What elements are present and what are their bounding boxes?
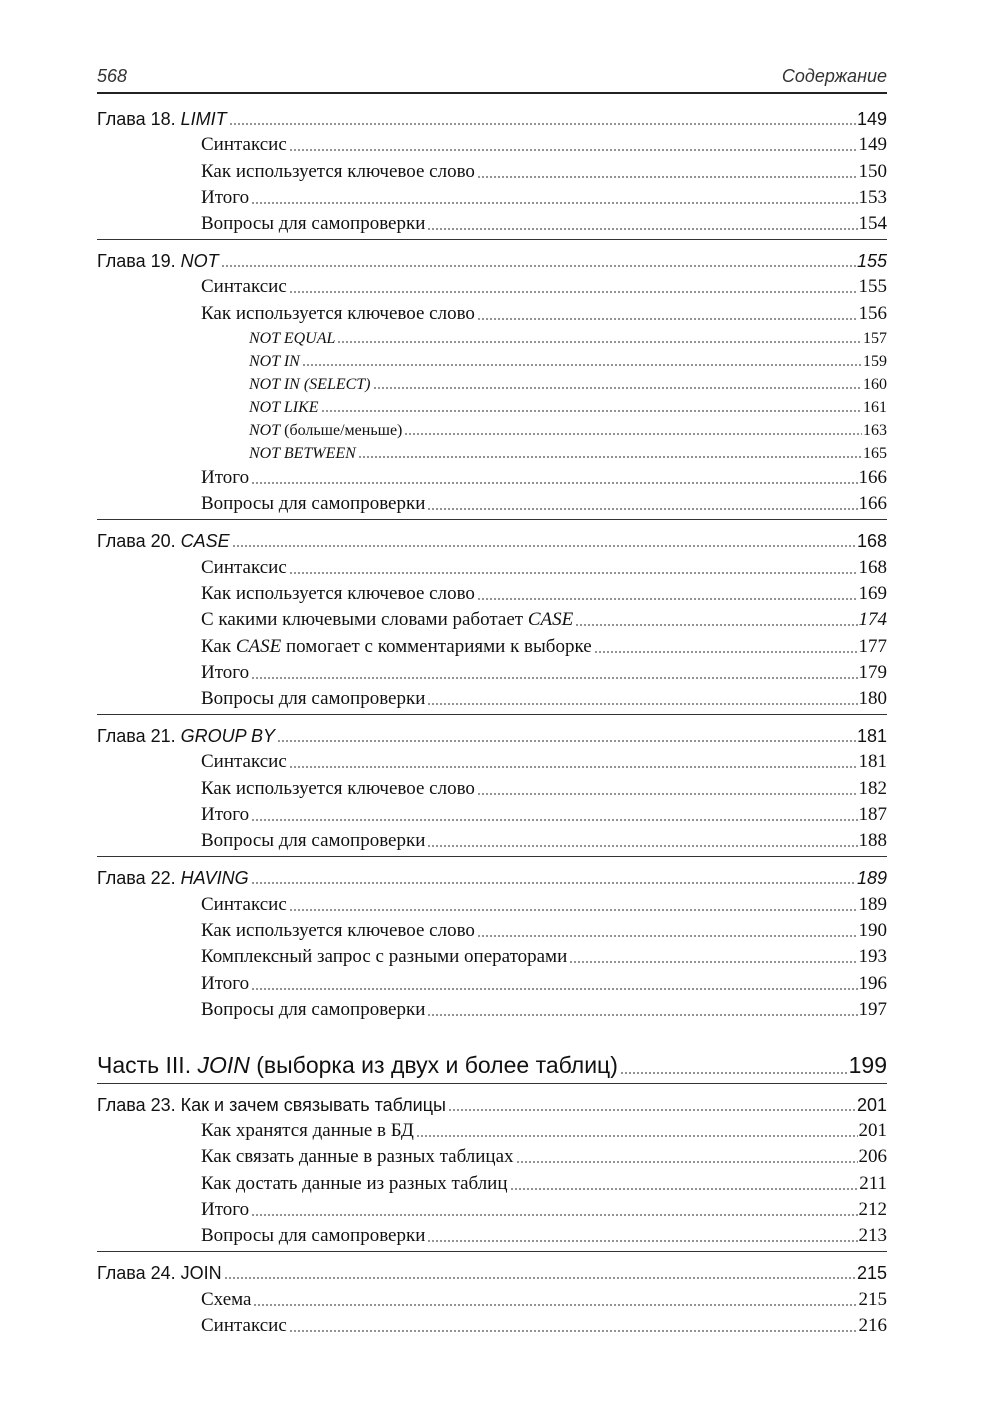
section-title: Как связать данные в разных таблицах bbox=[201, 1146, 514, 1168]
divider bbox=[97, 1083, 887, 1084]
section-title: Как используется ключевое слово bbox=[201, 302, 475, 324]
section-title: Вопросы для самопроверки bbox=[201, 493, 426, 515]
page-ref: 188 bbox=[858, 830, 887, 852]
page-ref: 201 bbox=[858, 1120, 887, 1142]
divider bbox=[97, 519, 887, 520]
toc-section[interactable] bbox=[97, 1195, 887, 1221]
section-title: Вопросы для самопроверки bbox=[201, 688, 426, 710]
chapter-label: Глава 18. bbox=[97, 109, 181, 129]
page-ref: 159 bbox=[863, 352, 887, 370]
page-ref: 216 bbox=[858, 1314, 887, 1336]
page-ref: 157 bbox=[863, 329, 887, 347]
section-title: Схема bbox=[201, 1288, 252, 1310]
page-ref: 196 bbox=[858, 972, 887, 994]
toc-subsection[interactable] bbox=[97, 417, 887, 440]
toc-section[interactable] bbox=[97, 1142, 887, 1168]
section-title: Итого bbox=[201, 661, 250, 683]
chapter-label: Глава 22. bbox=[97, 868, 181, 889]
subsection-title: NOT BETWEEN bbox=[249, 444, 356, 462]
section-title: Как хранятся данные в БД bbox=[201, 1120, 414, 1142]
chapter-title: HAVING bbox=[180, 868, 249, 889]
section-title: Как используется ключевое слово bbox=[201, 919, 475, 941]
part-keyword: JOIN bbox=[197, 1051, 250, 1078]
page-ref: 155 bbox=[858, 276, 887, 298]
section-title: Вопросы для самопроверки bbox=[201, 1225, 426, 1247]
section-title: Синтаксис bbox=[201, 751, 287, 773]
toc-subsection[interactable] bbox=[97, 394, 887, 417]
page-ref: 199 bbox=[848, 1051, 887, 1078]
toc-section[interactable] bbox=[97, 995, 887, 1021]
page-ref: 182 bbox=[858, 777, 887, 799]
page-ref: 190 bbox=[858, 919, 887, 941]
page-header bbox=[97, 64, 887, 94]
section-title-rest: помогает с комментариями к выборке bbox=[281, 635, 592, 657]
toc-section[interactable] bbox=[97, 684, 887, 710]
section-title: Синтаксис bbox=[201, 134, 287, 156]
toc-section[interactable] bbox=[97, 773, 887, 799]
section-title: Вопросы для самопроверки bbox=[201, 998, 426, 1020]
chapter-title: CASE bbox=[180, 531, 230, 552]
toc-chapter-18[interactable] bbox=[97, 102, 887, 130]
subsection-keyword: NOT bbox=[249, 421, 281, 439]
section-title: Синтаксис bbox=[201, 893, 287, 915]
page-ref: 215 bbox=[856, 1263, 887, 1284]
divider bbox=[97, 856, 887, 857]
page-ref: 154 bbox=[858, 213, 887, 235]
subsection-title: NOT IN (SELECT) bbox=[249, 375, 371, 393]
page-ref: 165 bbox=[863, 444, 887, 462]
section-title: Комплексный запрос с разными операторами bbox=[201, 946, 568, 968]
toc-section[interactable] bbox=[97, 463, 887, 489]
toc-section[interactable] bbox=[97, 826, 887, 852]
toc-section[interactable] bbox=[97, 489, 887, 515]
page-ref: 153 bbox=[858, 186, 887, 208]
page-ref: 160 bbox=[863, 375, 887, 393]
subsection-title: NOT IN bbox=[249, 352, 300, 370]
toc-subsection[interactable] bbox=[97, 371, 887, 394]
page-ref: 181 bbox=[856, 726, 887, 747]
toc-chapter-20[interactable] bbox=[97, 524, 887, 552]
page-ref: 197 bbox=[858, 998, 887, 1020]
page-ref: 156 bbox=[858, 302, 887, 324]
toc-section[interactable] bbox=[97, 1116, 887, 1142]
toc-section[interactable] bbox=[97, 747, 887, 773]
toc-chapter-21[interactable] bbox=[97, 719, 887, 747]
page-number: 568 bbox=[97, 66, 128, 86]
page-ref: 181 bbox=[858, 751, 887, 773]
toc-section[interactable] bbox=[97, 1311, 887, 1337]
divider bbox=[97, 239, 887, 240]
divider bbox=[97, 1251, 887, 1252]
toc-section[interactable] bbox=[97, 942, 887, 968]
section-title: С какими ключевыми словами работает bbox=[201, 609, 528, 631]
chapter-label: Глава 21. bbox=[97, 726, 181, 747]
section-title: Итого bbox=[201, 467, 250, 489]
section-title: Как достать данные из разных таблиц bbox=[201, 1172, 508, 1194]
page-ref: 187 bbox=[858, 804, 887, 826]
chapter-label: Глава 19. bbox=[97, 251, 181, 272]
toc-section[interactable] bbox=[97, 552, 887, 578]
toc-section[interactable] bbox=[97, 1221, 887, 1247]
toc-subsection[interactable] bbox=[97, 348, 887, 371]
section-title: Синтаксис bbox=[201, 556, 287, 578]
page-ref: 180 bbox=[858, 688, 887, 710]
page-ref: 177 bbox=[858, 635, 887, 657]
toc-page bbox=[97, 64, 887, 1337]
section-title: Как используется ключевое слово bbox=[201, 582, 475, 604]
toc-section[interactable] bbox=[97, 298, 887, 324]
page-ref: 150 bbox=[858, 160, 887, 182]
toc-section[interactable] bbox=[97, 209, 887, 235]
page-ref: 168 bbox=[856, 531, 887, 552]
section-title: Как используется ключевое слово bbox=[201, 777, 475, 799]
section-keyword: CASE bbox=[527, 609, 574, 631]
toc-section[interactable] bbox=[97, 916, 887, 942]
toc-section[interactable] bbox=[97, 1284, 887, 1310]
toc-chapter-22[interactable] bbox=[97, 861, 887, 889]
page-ref: 189 bbox=[856, 868, 887, 889]
section-keyword: CASE bbox=[235, 635, 282, 657]
page-ref: 169 bbox=[858, 582, 887, 604]
toc-section[interactable] bbox=[97, 605, 887, 631]
page-ref: 206 bbox=[858, 1146, 887, 1168]
section-title: Итого bbox=[201, 1199, 250, 1221]
toc-part-3[interactable] bbox=[97, 1043, 887, 1079]
section-title: Итого bbox=[201, 972, 250, 994]
page-ref: 215 bbox=[858, 1288, 887, 1310]
chapter-title: Глава 23. Как и зачем связывать таблицы bbox=[97, 1094, 446, 1115]
page-ref: 174 bbox=[858, 609, 887, 631]
toc-section[interactable] bbox=[97, 183, 887, 209]
divider bbox=[97, 714, 887, 715]
page-ref: 149 bbox=[856, 109, 887, 129]
section-title: Как bbox=[201, 635, 236, 657]
subsection-title: (больше/меньше) bbox=[280, 421, 403, 439]
chapter-title: LIMIT bbox=[180, 109, 227, 129]
chapter-title: GROUP BY bbox=[180, 726, 276, 747]
toc-section[interactable] bbox=[97, 631, 887, 657]
page-ref: 149 bbox=[858, 134, 887, 156]
toc-subsection[interactable] bbox=[97, 325, 887, 348]
chapter-title: NOT bbox=[180, 251, 219, 272]
chapter-title: Глава 24. JOIN bbox=[97, 1263, 222, 1284]
table-of-contents bbox=[97, 102, 887, 1337]
section-title: Вопросы для самопроверки bbox=[201, 213, 426, 235]
toc-chapter-19[interactable] bbox=[97, 244, 887, 272]
section-title: Синтаксис bbox=[201, 1314, 287, 1336]
toc-section[interactable] bbox=[97, 800, 887, 826]
section-title: Вопросы для самопроверки bbox=[201, 830, 426, 852]
toc-section[interactable] bbox=[97, 272, 887, 298]
toc-section[interactable] bbox=[97, 579, 887, 605]
page-ref: 166 bbox=[858, 493, 887, 515]
toc-section[interactable] bbox=[97, 1168, 887, 1194]
section-title: Итого bbox=[201, 804, 250, 826]
running-title: Содержание bbox=[781, 66, 887, 86]
section-title: Как используется ключевое слово bbox=[201, 160, 475, 182]
page-ref: 179 bbox=[858, 661, 887, 683]
toc-section[interactable] bbox=[97, 889, 887, 915]
toc-chapter-23[interactable] bbox=[97, 1088, 887, 1116]
page-ref: 166 bbox=[858, 467, 887, 489]
chapter-label: Глава 20. bbox=[97, 531, 181, 552]
page-ref: 212 bbox=[858, 1199, 887, 1221]
page-ref: 213 bbox=[858, 1225, 887, 1247]
page-ref: 168 bbox=[858, 556, 887, 578]
toc-section[interactable] bbox=[97, 156, 887, 182]
page-ref: 161 bbox=[863, 398, 887, 416]
subsection-title: NOT EQUAL bbox=[249, 329, 336, 347]
section-title: Синтаксис bbox=[201, 276, 287, 298]
page-ref: 201 bbox=[856, 1094, 887, 1115]
page-ref: 193 bbox=[858, 946, 887, 968]
section-title: Итого bbox=[201, 186, 250, 208]
page-ref: 211 bbox=[859, 1172, 887, 1194]
part-label: Часть III. bbox=[97, 1051, 198, 1078]
toc-subsection[interactable] bbox=[97, 440, 887, 463]
page-ref: 189 bbox=[858, 893, 887, 915]
page-ref: 163 bbox=[863, 421, 887, 439]
page-ref: 155 bbox=[856, 251, 887, 272]
toc-section[interactable] bbox=[97, 658, 887, 684]
part-title: (выборка из двух и более таблиц) bbox=[249, 1051, 618, 1078]
toc-chapter-24[interactable] bbox=[97, 1256, 887, 1284]
toc-section[interactable] bbox=[97, 968, 887, 994]
subsection-title: NOT LIKE bbox=[249, 398, 319, 416]
toc-section[interactable] bbox=[97, 130, 887, 156]
